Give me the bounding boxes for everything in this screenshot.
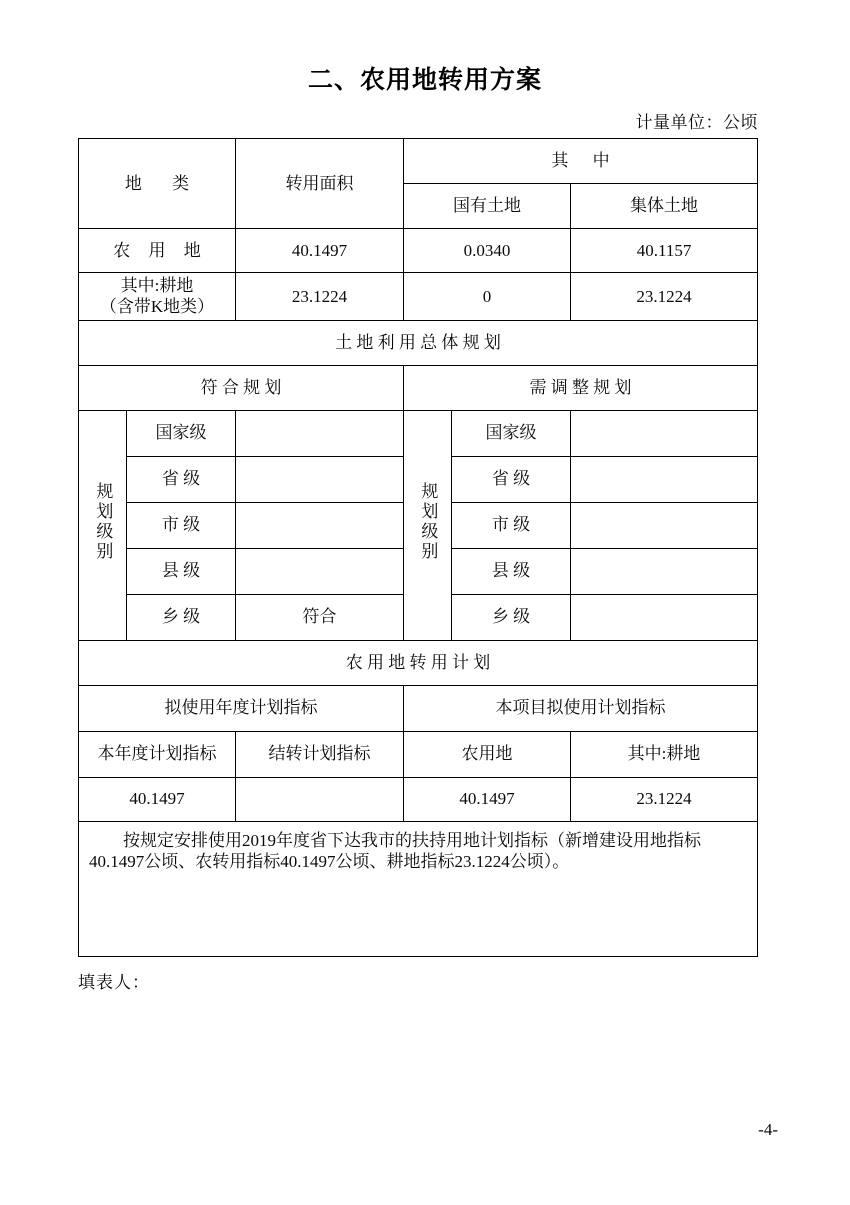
header-current-year-quota: 本年度计划指标 (79, 731, 236, 777)
level-value-municipal-conform (236, 502, 404, 548)
plan-subheader-row (79, 365, 758, 410)
header-among-which: 其 中 (404, 139, 758, 184)
row-label-cultivated (79, 273, 236, 321)
level-name-county-adjust: 县 级 (452, 548, 571, 594)
cell-cultivated-collective: 23.1224 (571, 273, 758, 321)
level-value-national-conform (236, 410, 404, 456)
table-row (79, 273, 758, 321)
table-row (79, 229, 758, 273)
section-band-row (79, 640, 758, 685)
plan-level-vertical-text-right: 规划级别 (418, 482, 438, 563)
page-title: 二、农用地转用方案 (307, 66, 542, 94)
plan-level-row (79, 410, 758, 456)
header-conform-plan: 符 合 规 划 (79, 365, 404, 410)
band-overall-land-use-plan: 土 地 利 用 总 体 规 划 (79, 320, 758, 365)
level-value-municipal-adjust (571, 502, 758, 548)
level-value-county-adjust (571, 548, 758, 594)
filler-label: 填表人： (78, 973, 150, 992)
cell-cultivated-state-owned: 0 (404, 273, 571, 321)
level-value-township-conform: 符合 (236, 594, 404, 640)
header-state-owned-land: 国有土地 (404, 184, 571, 229)
section-band-row (79, 320, 758, 365)
level-value-provincial-adjust (571, 456, 758, 502)
row-label-cultivated-line2: （含带K地类） (99, 297, 215, 317)
table-header-row (79, 139, 758, 184)
cell-carryover-quota (236, 777, 404, 821)
level-value-county-conform (236, 548, 404, 594)
quota-column-header-row (79, 731, 758, 777)
header-land-type: 地 类 (79, 139, 236, 229)
level-name-municipal-adjust: 市 级 (452, 502, 571, 548)
page-number: -4- (758, 1120, 778, 1139)
quota-group-header-row (79, 685, 758, 731)
header-converted-area: 转用面积 (236, 139, 404, 229)
header-carryover-quota: 结转计划指标 (236, 731, 404, 777)
level-name-township-adjust: 乡 级 (452, 594, 571, 640)
cell-current-year-quota: 40.1497 (79, 777, 236, 821)
quota-value-row (79, 777, 758, 821)
note-cell (79, 821, 758, 956)
header-annual-plan-quota: 拟使用年度计划指标 (79, 685, 404, 731)
cell-farmland-state-owned: 0.0340 (404, 229, 571, 273)
header-collective-land: 集体土地 (571, 184, 758, 229)
level-name-provincial-adjust: 省 级 (452, 456, 571, 502)
cell-farmland-collective: 40.1157 (571, 229, 758, 273)
header-project-plan-quota: 本项目拟使用计划指标 (404, 685, 758, 731)
level-name-county-conform: 县 级 (127, 548, 236, 594)
plan-level-vertical-text-left: 规划级别 (93, 482, 113, 563)
header-quota-farmland: 农用地 (404, 731, 571, 777)
cell-cultivated-converted-area: 23.1224 (236, 273, 404, 321)
unit-label: 计量单位：公顷 (635, 113, 758, 132)
row-label-cultivated-line1: 其中:耕地 (120, 276, 194, 295)
note-text: 按规定安排使用2019年度省下达我市的扶持用地计划指标（新增建设用地指标40.1497公顷、农转用指标40.1497公顷、耕地指标23.1224公顷）。 (89, 830, 701, 871)
band-conversion-plan: 农 用 地 转 用 计 划 (79, 640, 758, 685)
level-name-national-adjust: 国家级 (452, 410, 571, 456)
level-name-municipal-conform: 市 级 (127, 502, 236, 548)
level-name-township-conform: 乡 级 (127, 594, 236, 640)
level-value-provincial-conform (236, 456, 404, 502)
header-adjust-plan: 需 调 整 规 划 (404, 365, 758, 410)
farmland-conversion-table (78, 138, 758, 957)
label-plan-level-adjust (404, 410, 452, 640)
cell-quota-farmland: 40.1497 (404, 777, 571, 821)
header-quota-cultivated: 其中:耕地 (571, 731, 758, 777)
level-value-national-adjust (571, 410, 758, 456)
level-name-provincial-conform: 省 级 (127, 456, 236, 502)
level-name-national-conform: 国家级 (127, 410, 236, 456)
cell-farmland-converted-area: 40.1497 (236, 229, 404, 273)
level-value-township-adjust (571, 594, 758, 640)
row-label-farmland: 农 用 地 (79, 229, 236, 273)
cell-quota-cultivated: 23.1224 (571, 777, 758, 821)
note-row (79, 821, 758, 956)
label-plan-level-conform (79, 410, 127, 640)
